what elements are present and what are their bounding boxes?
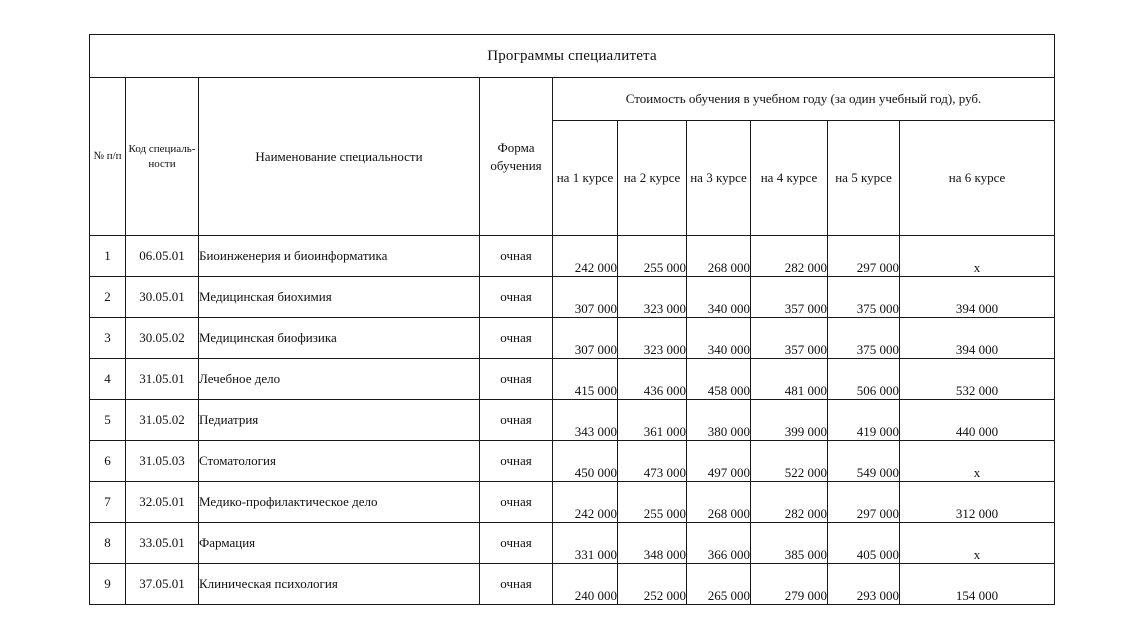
fee-course-5: 405 000 — [828, 523, 900, 564]
row-number: 1 — [90, 236, 126, 277]
header-code: Код специаль-ности — [126, 78, 199, 236]
fee-course-4: 282 000 — [751, 236, 828, 277]
row-number: 4 — [90, 359, 126, 400]
specialty-code: 31.05.01 — [126, 359, 199, 400]
fee-course-5: 506 000 — [828, 359, 900, 400]
header-course-1: на 1 курсе — [553, 121, 618, 236]
specialty-name: Фармация — [199, 523, 480, 564]
table-row — [90, 400, 1055, 441]
fee-course-3: 268 000 — [687, 236, 751, 277]
study-form: очная — [480, 236, 553, 277]
fee-course-6: 394 000 — [900, 277, 1055, 318]
row-number: 7 — [90, 482, 126, 523]
fee-course-5: 419 000 — [828, 400, 900, 441]
fee-course-2: 255 000 — [618, 482, 687, 523]
header-cost-group: Стоимость обучения в учебном году (за один учебный год), руб. — [553, 78, 1055, 121]
fee-course-3: 497 000 — [687, 441, 751, 482]
table-row — [90, 318, 1055, 359]
fee-course-2: 436 000 — [618, 359, 687, 400]
header-course-4: на 4 курсе — [751, 121, 828, 236]
fee-course-1: 450 000 — [553, 441, 618, 482]
fee-course-3: 268 000 — [687, 482, 751, 523]
fee-course-2: 255 000 — [618, 236, 687, 277]
study-form: очная — [480, 482, 553, 523]
fee-course-6: x — [900, 236, 1055, 277]
fee-course-2: 473 000 — [618, 441, 687, 482]
header-course-5: на 5 курсе — [828, 121, 900, 236]
table-row — [90, 482, 1055, 523]
fee-course-3: 340 000 — [687, 277, 751, 318]
specialty-code: 31.05.02 — [126, 400, 199, 441]
specialty-code: 30.05.02 — [126, 318, 199, 359]
fee-course-2: 361 000 — [618, 400, 687, 441]
fee-course-1: 240 000 — [553, 564, 618, 605]
fee-course-3: 380 000 — [687, 400, 751, 441]
fee-course-3: 265 000 — [687, 564, 751, 605]
fee-course-1: 307 000 — [553, 277, 618, 318]
row-number: 9 — [90, 564, 126, 605]
header-num: № п/п — [90, 78, 126, 236]
fee-course-4: 357 000 — [751, 318, 828, 359]
table-row — [90, 441, 1055, 482]
row-number: 8 — [90, 523, 126, 564]
fee-course-1: 242 000 — [553, 482, 618, 523]
fee-course-5: 297 000 — [828, 482, 900, 523]
study-form: очная — [480, 564, 553, 605]
fee-course-6: 312 000 — [900, 482, 1055, 523]
fee-course-5: 549 000 — [828, 441, 900, 482]
specialty-code: 30.05.01 — [126, 277, 199, 318]
fee-course-1: 343 000 — [553, 400, 618, 441]
fee-course-4: 399 000 — [751, 400, 828, 441]
table-row — [90, 564, 1055, 605]
fee-course-6: 394 000 — [900, 318, 1055, 359]
fee-course-2: 323 000 — [618, 318, 687, 359]
fee-course-5: 375 000 — [828, 318, 900, 359]
tuition-fees-table — [89, 34, 1055, 605]
fee-course-4: 522 000 — [751, 441, 828, 482]
specialty-code: 37.05.01 — [126, 564, 199, 605]
fee-course-4: 385 000 — [751, 523, 828, 564]
specialty-name: Клиническая психология — [199, 564, 480, 605]
fee-course-5: 293 000 — [828, 564, 900, 605]
row-number: 3 — [90, 318, 126, 359]
specialty-name: Медицинская биофизика — [199, 318, 480, 359]
fee-course-3: 458 000 — [687, 359, 751, 400]
study-form: очная — [480, 400, 553, 441]
specialty-name: Медико-профилактическое дело — [199, 482, 480, 523]
study-form: очная — [480, 523, 553, 564]
specialty-code: 32.05.01 — [126, 482, 199, 523]
fee-course-3: 366 000 — [687, 523, 751, 564]
specialty-code: 31.05.03 — [126, 441, 199, 482]
row-number: 5 — [90, 400, 126, 441]
header-name: Наименование специальности — [199, 78, 480, 236]
study-form: очная — [480, 441, 553, 482]
row-number: 6 — [90, 441, 126, 482]
specialty-code: 06.05.01 — [126, 236, 199, 277]
fee-course-4: 282 000 — [751, 482, 828, 523]
table-title: Программы специалитета — [90, 35, 1055, 78]
fee-course-6: 532 000 — [900, 359, 1055, 400]
fee-course-1: 242 000 — [553, 236, 618, 277]
fee-course-3: 340 000 — [687, 318, 751, 359]
table-row — [90, 236, 1055, 277]
study-form: очная — [480, 318, 553, 359]
specialty-name: Стоматология — [199, 441, 480, 482]
specialty-name: Лечебное дело — [199, 359, 480, 400]
header-course-2: на 2 курсе — [618, 121, 687, 236]
study-form: очная — [480, 359, 553, 400]
study-form: очная — [480, 277, 553, 318]
specialty-name: Педиатрия — [199, 400, 480, 441]
fee-course-5: 297 000 — [828, 236, 900, 277]
fee-course-1: 415 000 — [553, 359, 618, 400]
row-number: 2 — [90, 277, 126, 318]
header-form: Форма обучения — [480, 78, 553, 236]
fee-course-2: 348 000 — [618, 523, 687, 564]
table-row — [90, 277, 1055, 318]
fee-course-2: 252 000 — [618, 564, 687, 605]
specialty-name: Медицинская биохимия — [199, 277, 480, 318]
fee-course-5: 375 000 — [828, 277, 900, 318]
fee-course-6: 440 000 — [900, 400, 1055, 441]
fee-course-4: 481 000 — [751, 359, 828, 400]
specialty-code: 33.05.01 — [126, 523, 199, 564]
fee-course-1: 331 000 — [553, 523, 618, 564]
fee-course-6: 154 000 — [900, 564, 1055, 605]
header-course-6: на 6 курсе — [900, 121, 1055, 236]
fee-course-6: x — [900, 441, 1055, 482]
fee-course-2: 323 000 — [618, 277, 687, 318]
fee-course-4: 357 000 — [751, 277, 828, 318]
header-course-3: на 3 курсе — [687, 121, 751, 236]
fee-course-6: x — [900, 523, 1055, 564]
fee-course-4: 279 000 — [751, 564, 828, 605]
fee-course-1: 307 000 — [553, 318, 618, 359]
table-row — [90, 359, 1055, 400]
table-row — [90, 523, 1055, 564]
specialty-name: Биоинженерия и биоинформатика — [199, 236, 480, 277]
